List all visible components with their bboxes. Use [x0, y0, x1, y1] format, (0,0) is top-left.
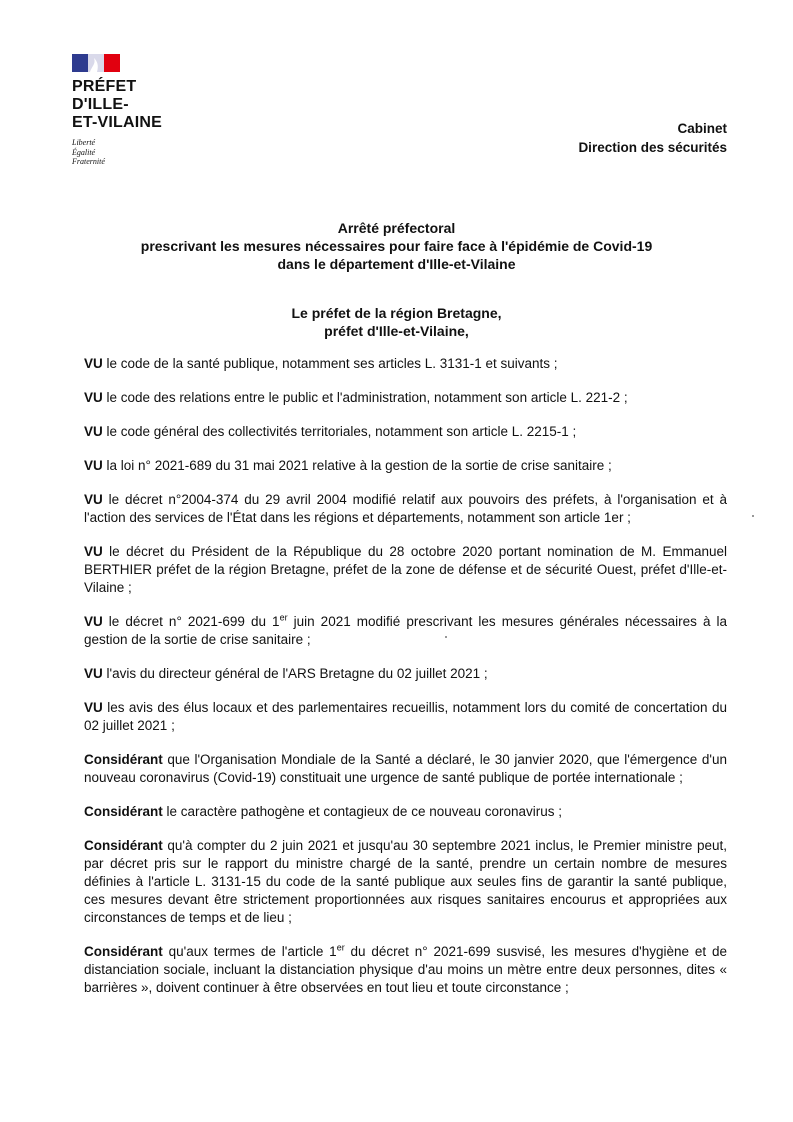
paragraph-lead: VU: [84, 492, 103, 507]
service-line: Cabinet: [677, 121, 727, 136]
prefet-heading: [0, 304, 793, 340]
paragraph-lead: VU: [84, 544, 103, 559]
document-title: [0, 219, 793, 273]
paragraph: [84, 457, 727, 475]
superscript: er: [336, 942, 345, 953]
paragraph-text: le code des relations entre le public et l'administration, notamment son article L. 221-2 ;: [102, 390, 628, 405]
paragraph-lead: Considérant: [84, 944, 163, 959]
paragraph-lead: Considérant: [84, 752, 163, 767]
paragraph-lead: Considérant: [84, 838, 163, 853]
paragraph-lead: Considérant: [84, 804, 163, 819]
paragraph-text: le code de la santé publique, notamment ses articles L. 3131-1 et suivants ;: [102, 356, 558, 371]
logo-line: PRÉFET: [72, 78, 137, 95]
paragraph-text: qu'à compter du 2 juin 2021 et jusqu'au 30 septembre 2021 inclus, le Premier ministre peut, par décret pris sur le rapport du ministre chargé de la santé, prendre un certain nombre de mesures définies à l'article L. 3131-15 du code de la santé publique aux seules fins de garantir la santé publique, ces mesures devant être strictement proportionnées aux risques sanitaires encourus et appropriées aux circonstances de temps et de lieu ;: [84, 838, 727, 925]
paragraph-lead: VU: [84, 700, 103, 715]
service-line: Direction des sécurités: [578, 140, 727, 155]
paragraph: [84, 543, 727, 597]
paragraph-text: les avis des élus locaux et des parlementaires recueillis, notamment lors du comité de concertation du 02 juillet 2021 ;: [84, 700, 727, 733]
paragraph: [84, 665, 727, 683]
logo-line: D'ILLE-: [72, 96, 129, 113]
motto-line: Liberté: [72, 138, 96, 147]
paragraph: [84, 699, 727, 735]
paragraph-text: du décret n° 2021-699 susvisé, les mesures d'hygiène et de distanciation sociale, incluant la distanciation physique d'au moins un mètre entre deux personnes, dites « barrières », doivent continuer à être observées en tout lieu et toute circonstance ;: [84, 944, 727, 995]
logo-title: [72, 78, 162, 132]
title-line: dans le département d'Ille-et-Vilaine: [277, 256, 516, 272]
paragraph: [84, 803, 727, 821]
paragraph: [84, 943, 727, 997]
paragraph: [84, 423, 727, 441]
paragraph-text: le code général des collectivités territoriales, notamment son article L. 2215-1 ;: [102, 424, 577, 439]
paragraph-lead: VU: [84, 614, 103, 629]
paragraph-lead: VU: [84, 458, 103, 473]
paragraph: [84, 751, 727, 787]
prefet-line: préfet d'Ille-et-Vilaine,: [324, 323, 469, 339]
paragraph-text: l'avis du directeur général de l'ARS Bretagne du 02 juillet 2021 ;: [102, 666, 488, 681]
paragraph-text: que l'Organisation Mondiale de la Santé a déclaré, le 30 janvier 2020, que l'émergence d'un nouveau coronavirus (Covid-19) constituait une urgence de santé publique de portée internationale ;: [84, 752, 727, 785]
paragraph-text: le décret du Président de la République du 28 octobre 2020 portant nomination de M. Emmanuel BERTHIER préfet de la région Bretagne, préfet de la zone de défense et de sécurité Ouest, préfet d'Ille-et-Vilaine ;: [84, 544, 727, 595]
document-body: [84, 355, 727, 997]
logo-line: ET-VILAINE: [72, 114, 163, 131]
paragraph: [84, 837, 727, 927]
motto-line: Fraternité: [72, 157, 105, 166]
prefecture-logo: [72, 54, 162, 167]
paragraph-text: juin 2021 modifié prescrivant les mesures générales nécessaires à la gestion de la sortie de crise sanitaire ;: [84, 614, 728, 647]
superscript: er: [279, 612, 288, 623]
paragraph: [84, 355, 727, 373]
scan-speck: [752, 515, 754, 517]
paragraph-text: le décret n°2004-374 du 29 avril 2004 modifié relatif aux pouvoirs des préfets, à l'organisation et à l'action des services de l'État dans les régions et départements, notamment son article 1er ;: [84, 492, 727, 525]
paragraph-lead: VU: [84, 356, 103, 371]
paragraph-lead: VU: [84, 666, 103, 681]
scan-speck: [445, 636, 447, 638]
motto-line: Égalité: [72, 147, 96, 157]
paragraph-lead: VU: [84, 390, 103, 405]
paragraph-text: la loi n° 2021-689 du 31 mai 2021 relative à la gestion de la sortie de crise sanitaire ;: [102, 458, 612, 473]
paragraph-text: le caractère pathogène et contagieux de ce nouveau coronavirus ;: [162, 804, 563, 819]
prefet-line: Le préfet de la région Bretagne,: [291, 305, 502, 321]
paragraph-lead: VU: [84, 424, 103, 439]
marianne-flag-icon: [72, 54, 120, 72]
paragraph: [84, 389, 727, 407]
service-block: [578, 119, 727, 157]
paragraph-text: qu'aux termes de l'article 1: [162, 944, 337, 959]
motto: [72, 138, 162, 167]
title-line: prescrivant les mesures nécessaires pour faire face à l'épidémie de Covid-19: [140, 238, 653, 254]
paragraph: [84, 491, 727, 527]
title-line: Arrêté préfectoral: [337, 220, 456, 236]
paragraph-text: le décret n° 2021-699 du 1: [102, 614, 280, 629]
paragraph: [84, 613, 727, 649]
